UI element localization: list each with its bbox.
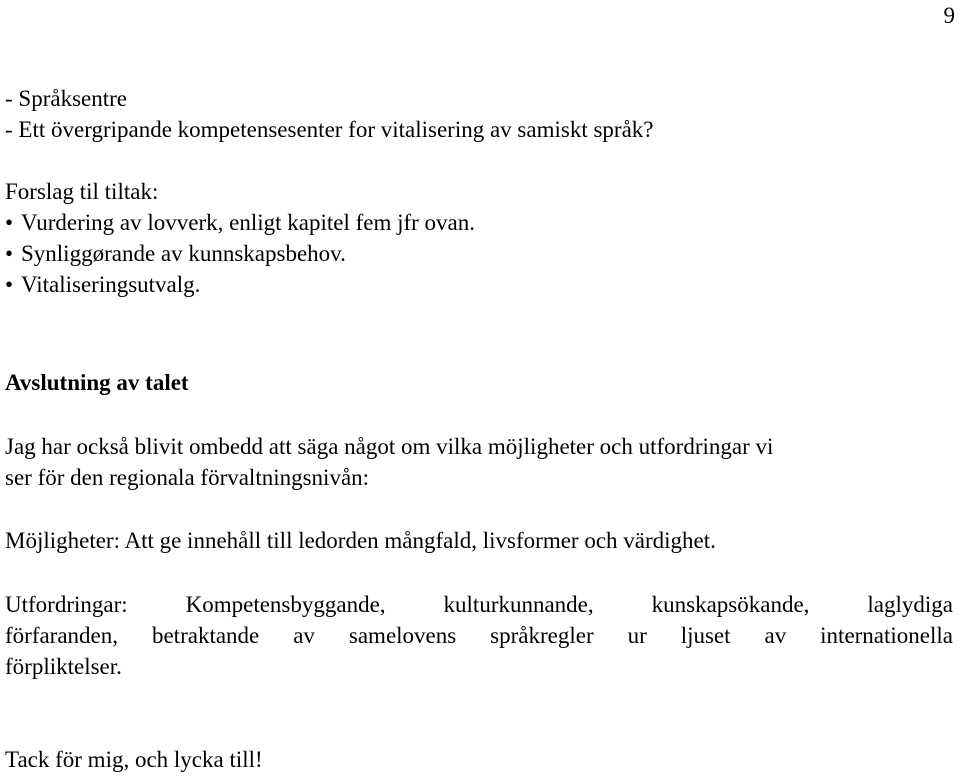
- intro-line-1: Jag har också blivit ombedd att säga något om vilka möjligheter och utfordringar vi: [5, 434, 774, 459]
- challenges-line-1: Utfordringar: Kompetensbyggande, kulturkunnande, kunskapsökande, laglydiga: [5, 592, 953, 617]
- proposal-item-3: [5, 269, 200, 300]
- proposal-item-2: [5, 238, 346, 269]
- proposal-item-label: Synliggørande av kunnskapsbehov.: [21, 241, 346, 266]
- closing-line: Tack för mig, och lycka till!: [5, 747, 263, 772]
- intro-line-2: ser för den regionala förvaltningsnivån:: [5, 465, 370, 490]
- section-heading: Avslutning av talet: [5, 370, 189, 395]
- bullet-icon: •: [5, 272, 14, 297]
- challenges-line-3: förpliktelser.: [5, 654, 122, 679]
- proposal-item-1: [5, 207, 475, 238]
- proposal-item-label: Vitaliseringsutvalg.: [21, 272, 201, 297]
- bullet-icon: •: [5, 241, 14, 266]
- proposals-title: Forslag til tiltak:: [5, 179, 159, 204]
- challenges-line-2: förfaranden, betraktande av samelovens språkregler ur ljuset av internationella: [5, 623, 953, 648]
- proposal-item-label: Vurdering av lovverk, enligt kapitel fem jfr ovan.: [21, 210, 476, 235]
- list-item-sprakcentre: - Språksentre: [5, 86, 127, 111]
- bullet-icon: •: [5, 210, 14, 235]
- page-number: 9: [943, 3, 955, 28]
- opportunities-paragraph: Möjligheter: Att ge innehåll till ledorden mångfald, livsformer och värdighet.: [5, 528, 716, 553]
- list-item-kompetenscenter: - Ett övergripande kompetensesenter for vitalisering av samiskt språk?: [5, 117, 654, 142]
